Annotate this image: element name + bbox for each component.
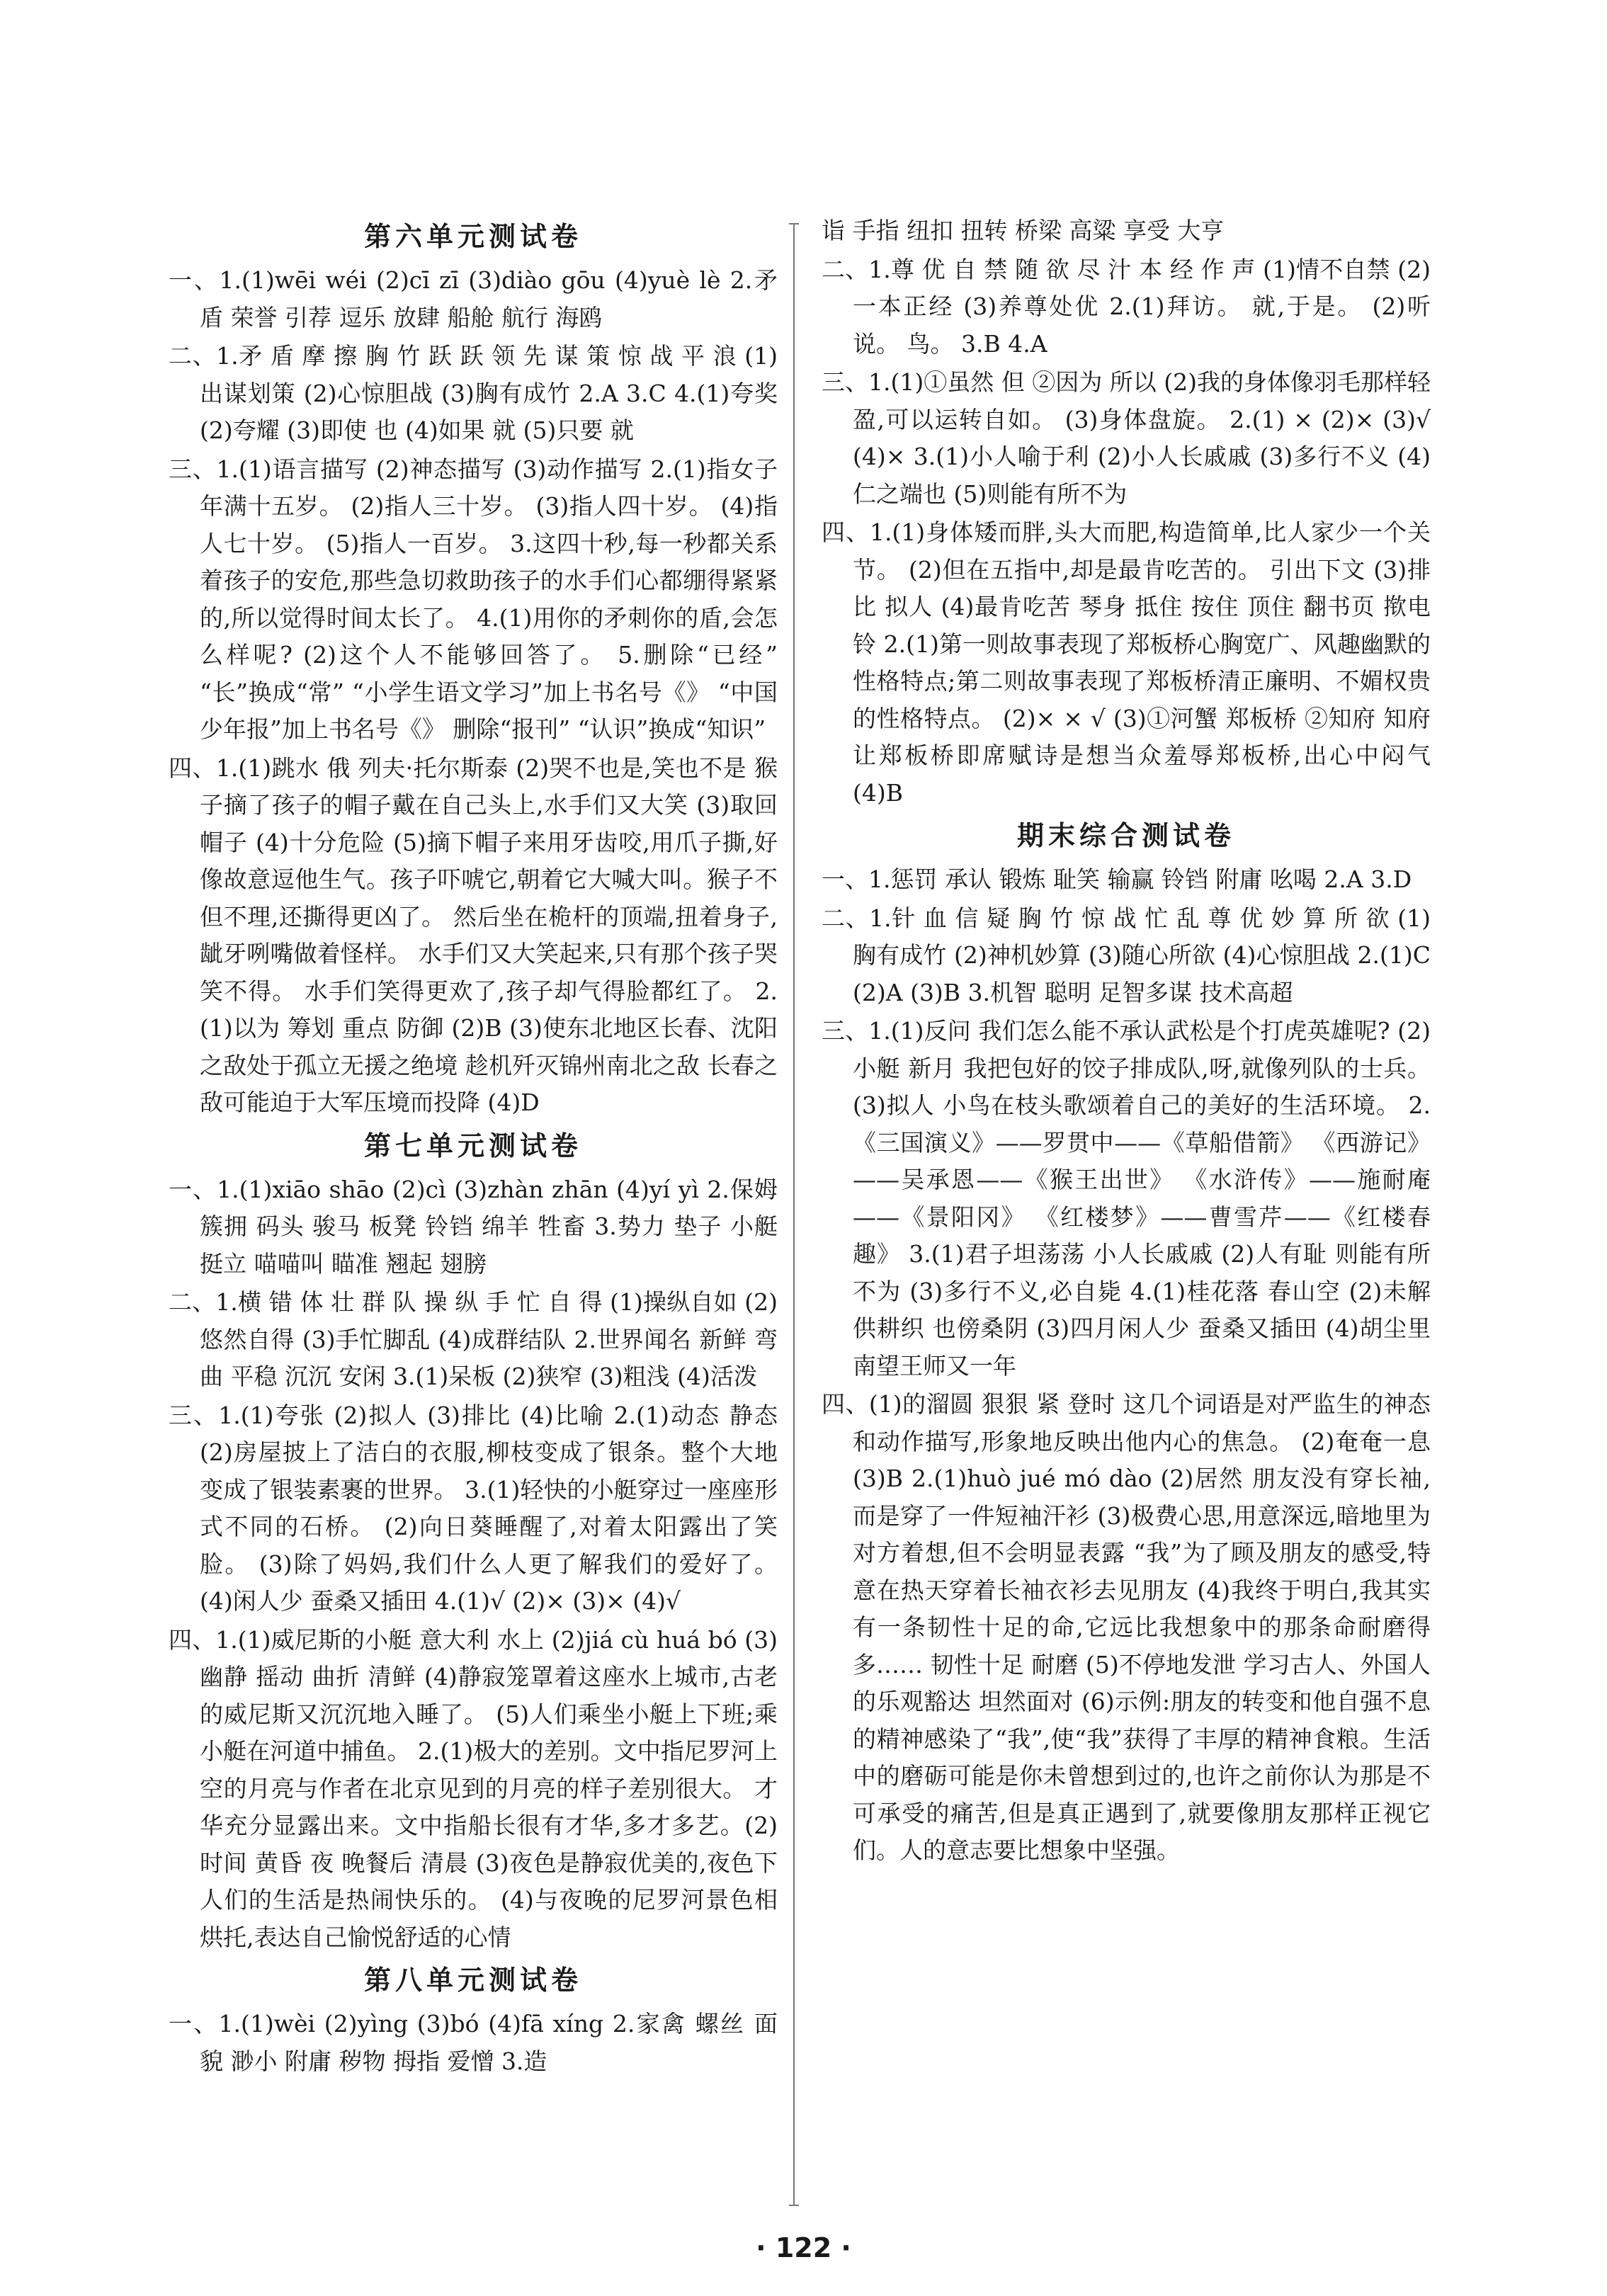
page-number: · 122 · — [756, 2232, 851, 2263]
question-block: 四、1.(1)跳水 俄 列夫·托尔斯泰 (2)哭不也是,笑也不是 猴子摘了孩子的帽子戴在自己头上,水手们又大笑 (3)取回帽子 (4)十分危险 (5)摘下帽子来用牙齿咬,用爪子撕,好像故意逗他生气。孩子吓唬它,朝着它大喊大叫。猴子不但不理,还撕得更凶了。 然后坐在桅杆的顶端,扭着身子,龇牙咧嘴做着怪样。 水手们又大笑起来,只有那个孩子哭笑不得。 水手们笑得更欢了,孩子却气得脸都红了。 2.(1)以为 筹划 重点 防御 (2)B (3)使东北地区长春、沈阳之敌处于孤立无援之绝境 趁机歼灭锦州南北之敌 长春之敌可能迫于大军压境而投降 (4)D — [169, 754, 778, 1116]
question-block: 三、1.(1)语言描写 (2)神态描写 (3)动作描写 2.(1)指女子年满十五岁。 (2)指人三十岁。 (3)指人四十岁。 (4)指人七十岁。 (5)指人一百岁。 3.这四十秒,每一秒都关系着孩子的安危,那些急切救助孩子的水手们心都绷得紧紧的,所以觉得时间太长了。 4.(1)用你的矛刺你的盾,会怎么样呢? (2)这个人不能够回答了。 5.删除“已经” “长”换成“常” “小学生语文学习”加上书名号《》 “中国少年报”加上书名号《》 删除“报刊” “认识”换成“知识” — [169, 455, 778, 743]
question-block: 二、1.尊 优 自 禁 随 欲 尽 汁 本 经 作 声 (1)情不自禁 (2)一本正经 (3)养尊处优 2.(1)拜访。 就,于是。 (2)听说。 鸟。 3.B 4.A — [822, 255, 1431, 358]
question-block: 四、(1)的溜圆 狠狠 紧 登时 这几个词语是对严监生的神态和动作描写,形象地反映出他内心的焦急。 (2)奄奄一息 (3)B 2.(1)huò jué mó dào (2)居然 朋友没有穿长袖,而是穿了一件短袖汗衫 (3)极费心思,用意深远,暗地里为对方着想,但不会明显表露 “我”为了顾及朋友的感受,特意在热天穿着长袖衣衫去见朋友 (4)我终于明白,我其实有一条韧性十足的命,它远比我想象中的那条命耐磨得多…… 韧性十足 耐磨 (5)不停地发泄 学习古人、外国人的乐观豁达 坦然面对 (6)示例:朋友的转变和他自强不息的精神感染了“我”,使“我”获得了丰厚的精神食粮。生活中的磨砺可能是你未曾想到过的,也许之前你认为那是不可承受的痛苦,但是真正遇到了,就要像朋友那样正视它们。人的意志要比想象中坚强。 — [822, 1390, 1431, 1864]
question-block: 二、1.横 错 体 壮 群 队 操 纵 手 忙 自 得 (1)操纵自如 (2)悠然自得 (3)手忙脚乱 (4)成群结队 2.世界闻名 新鲜 弯曲 平稳 沉沉 安闲 3.(1)呆板 (2)狭窄 (3)粗浅 (4)活泼 — [169, 1288, 778, 1390]
question-block: 三、1.(1)夸张 (2)拟人 (3)排比 (4)比喻 2.(1)动态 静态 (2)房屋披上了洁白的衣服,柳枝变成了银条。整个大地变成了银装素裹的世界。 3.(1)轻快的小艇穿过一座座形式不同的石桥。 (2)向日葵睡醒了,对着太阳露出了笑脸。 (3)除了妈妈,我们什么人更了解我们的爱好了。 (4)闲人少 蚕桑又插田 4.(1)√ (2)× (3)× (4)√ — [169, 1401, 778, 1615]
section-title-unit6: 第六单元测试卷 — [363, 220, 582, 252]
question-block: 一、1.(1)wēi wéi (2)cī zī (3)diào gōu (4)yuè lè 2.矛盾 荣誉 引荐 逗乐 放肆 船舱 航行 海鸥 — [169, 266, 778, 331]
section-title-unit8: 第八单元测试卷 — [363, 1964, 582, 1996]
left-column — [169, 212, 778, 2081]
question-block: 一、1.(1)wèi (2)yìng (3)bó (4)fā xíng 2.家禽 螺丝 面貌 渺小 附庸 秽物 拇指 爱憎 3.造 — [169, 2010, 778, 2075]
question-block: 诣 手指 纽扣 扭转 桥梁 高粱 享受 大亨 — [822, 217, 1225, 244]
question-block: 一、1.惩罚 承认 锻炼 耻笑 输赢 铃铛 附庸 吆喝 2.A 3.D — [822, 865, 1412, 893]
question-block: 三、1.(1)①虽然 但 ②因为 所以 (2)我的身体像羽毛那样轻盈,可以运转自如。 (3)身体盘旋。 2.(1) × (2)× (3)√ (4)× 3.(1)小人喻于利 (2)小人长戚戚 (3)多行不义 (4)仁之端也 (5)则能有所不为 — [822, 368, 1431, 508]
section-title-final: 期末综合测试卷 — [1016, 819, 1235, 851]
right-column — [822, 212, 1431, 1871]
question-block: 一、1.(1)xiāo shāo (2)cì (3)zhàn zhān (4)yí yì 2.保姆 簇拥 码头 骏马 板凳 铃铛 绵羊 牲畜 3.势力 垫子 小艇 挺立 喵喵叫 瞄准 翘起 翅膀 — [169, 1175, 778, 1278]
column-divider — [793, 223, 795, 2206]
section-title-unit7: 第七单元测试卷 — [363, 1129, 582, 1161]
question-block: 三、1.(1)反问 我们怎么能不承认武松是个打虎英雄呢? (2)小艇 新月 我把包好的饺子排成队,呀,就像列队的士兵。 (3)拟人 小鸟在枝头歌颂着自己的美好的生活环境。 2.《三国演义》——罗贯中——《草船借箭》 《西游记》——吴承恩——《猴王出世》 《水浒传》——施耐庵——《景阳冈》 《红楼梦》——曹雪芹——《红楼春趣》 3.(1)君子坦荡荡 小人长戚戚 (2)人有耻 则能有所不为 (3)多行不义,必自毙 4.(1)桂花落 春山空 (2)未解供耕织 也傍桑阴 (3)四月闲人少 蚕桑又插田 (4)胡尘里 南望王师又一年 — [822, 1017, 1431, 1380]
question-block: 四、1.(1)身体矮而胖,头大而肥,构造简单,比人家少一个关节。 (2)但在五指中,却是最肯吃苦的。 引出下文 (3)排比 拟人 (4)最肯吃苦 琴身 抵住 按住 顶住 翻书页 揿电铃 2.(1)第一则故事表现了郑板桥心胸宽广、风趣幽默的性格特点;第二则故事表现了郑板桥清正廉明、不媚权贵的性格特点。 (2)× × √ (3)①河蟹 郑板桥 ②知府 知府让郑板桥即席赋诗是想当众羞辱郑板桥,出心中闷气 (4)B — [822, 518, 1431, 807]
question-block: 四、1.(1)威尼斯的小艇 意大利 水上 (2)jiá cù huá bó (3)幽静 摇动 曲折 清鲜 (4)静寂笼罩着这座水上城市,古老的威尼斯又沉沉地入睡了。 (5)人们乘坐小艇上下班;乘小艇在河道中捕鱼。 2.(1)极大的差别。文中指尼罗河上空的月亮与作者在北京见到的月亮的样子差别很大。 才华充分显露出来。文中指船长很有才华,多才多艺。(2)时间 黄昏 夜 晚餐后 清晨 (3)夜色是静寂优美的,夜色下人们的生活是热闹快乐的。 (4)与夜晚的尼罗河景色相烘托,表达自己愉悦舒适的心情 — [169, 1625, 778, 1951]
question-block: 二、1.针 血 信 疑 胸 竹 惊 战 忙 乱 尊 优 妙 算 所 欲 (1)胸有成竹 (2)神机妙算 (3)随心所欲 (4)心惊胆战 2.(1)C (2)A (3)B 3.机智 聪明 足智多谋 技术高超 — [822, 904, 1431, 1006]
question-block: 二、1.矛 盾 摩 擦 胸 竹 跃 跃 领 先 谋 策 惊 战 平 浪 (1)出谋划策 (2)心惊胆战 (3)胸有成竹 2.A 3.C 4.(1)夸奖 (2)夸耀 (3)即使 也 (4)如果 就 (5)只要 就 — [169, 342, 778, 444]
